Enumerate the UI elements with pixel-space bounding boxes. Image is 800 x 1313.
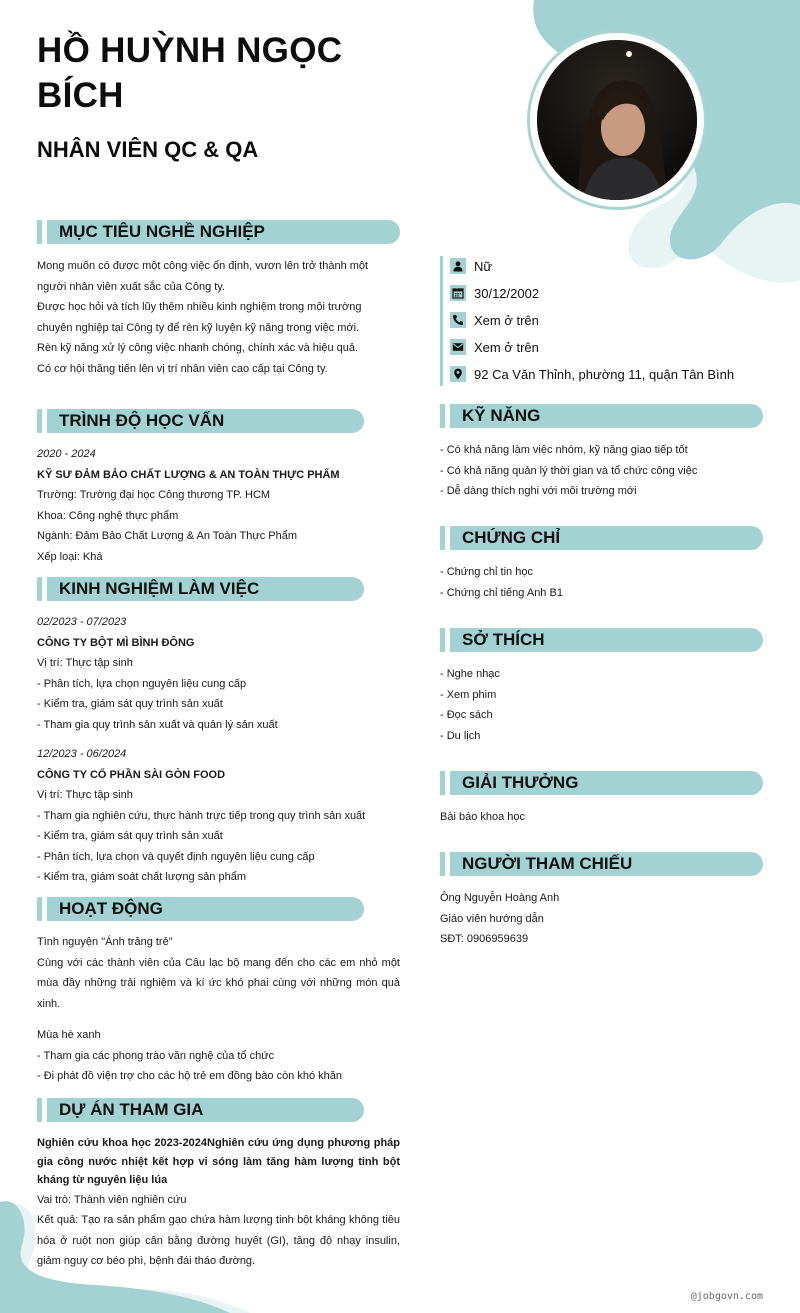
section-hobbies-header [440,628,763,652]
project-result: Kết quả: Tạo ra sản phẩm gạo chứa hàm lượng tinh bột kháng không tiêu hóa ở ruột non giúp cân bằng đường huyết (GI), tăng độ nhạy insulin, giảm nguy cơ béo phì, bệnh đái tháo đường. [37,1214,400,1267]
section-activities-header [37,897,364,921]
references-content [440,888,763,950]
job-position: Vị trí: Thực tập sinh [37,789,133,801]
gender-value: Nữ [474,258,493,274]
job-company: CÔNG TY BỘT MÌ BÌNH ĐÔNG [37,636,195,649]
birthday-value: 30/12/2002 [474,285,540,301]
phone-icon [450,312,466,328]
candidate-name: HỒ HUỲNH NGỌC BÍCH [37,31,343,115]
section-experience-header [37,577,364,601]
education-content [37,444,400,567]
calendar-icon [450,285,466,301]
skills-list [440,440,763,502]
hobbies-list [440,664,763,746]
footer-watermark: @jobgovn.com [690,1291,763,1302]
phone-value: Xem ở trên [474,312,539,328]
section-projects-title: DỰ ÁN THAM GIA [47,1098,364,1122]
award-item: Bài báo khoa học [440,811,526,823]
certificates-list [440,562,763,603]
section-skills-header [440,404,763,428]
job-task: - Phân tích, lựa chọn và quyết định nguyên liệu cung cấp [37,850,315,863]
section-awards-title: GIẢI THƯỞNG [450,771,763,795]
hobby-item: - Xem phim [440,688,497,701]
reference-name: Ông Nguyễn Hoàng Anh [440,892,560,904]
activity-2 [37,1025,400,1087]
activity-name: Tình nguyện "Ánh trăng trẻ" [37,936,173,948]
section-certificates-title: CHỨNG CHỈ [450,526,763,550]
experience-job-2 [37,744,400,888]
activity-1 [37,932,400,1014]
address-value: 92 Ca Văn Thỉnh, phường 11, quận Tân Bình [474,366,735,382]
reference-phone: SĐT: 0906959639 [440,933,529,945]
job-period: 12/2023 - 06/2024 [37,748,127,760]
job-position: Vị trí: Thực tập sinh [37,657,133,669]
candidate-role: NHÂN VIÊN QC & QA [37,137,259,162]
section-awards-header [440,771,763,795]
section-references-header [440,852,763,876]
job-task: - Kiểm tra, giám sát quy trình sản xuất [37,698,223,710]
section-activities-title: HOẠT ĐỘNG [47,897,364,921]
experience-job-1 [37,612,400,735]
contact-email [450,337,539,357]
education-period: 2020 - 2024 [37,448,96,460]
objective-line: Mong muốn có được một công việc ổn định, vươn lên trở thành một người nhân viên xuất sắc của Công ty. [37,260,369,293]
person-icon [450,258,466,274]
activity-item: - Đi phát đồ viện trợ cho các hộ trẻ em đồng bào còn khó khăn [37,1070,343,1082]
education-school: Trường: Trường đại học Công thương TP. HCM [37,489,271,501]
job-task: - Kiểm tra, giám soát chất lượng sản phẩm [37,871,246,883]
certificate-item: - Chứng chỉ tiếng Anh B1 [440,586,563,599]
contact-gender [450,256,492,276]
section-objective-title: MỤC TIÊU NGHỀ NGHIỆP [47,220,400,244]
location-pin-icon [450,366,466,382]
education-faculty: Khoa: Công nghệ thực phẩm [37,509,179,522]
section-hobbies-title: SỞ THÍCH [450,628,763,652]
activity-name: Mùa hè xanh [37,1029,101,1041]
avatar-frame [527,30,707,210]
certificate-item: - Chứng chỉ tin học [440,566,533,578]
skill-item: - Dễ dàng thích nghi với môi trường mới [440,485,637,497]
education-degree: KỸ SƯ ĐẢM BẢO CHẤT LƯỢNG & AN TOÀN THỰC PHẨM [37,468,340,481]
section-experience-title: KINH NGHIỆM LÀM VIỆC [47,577,364,601]
objective-line: Được học hỏi và tích lũy thêm nhiều kinh nghiệm trong môi trường chuyên nghiệp tại Công ty để rèn kỹ luyện kỹ năng trong việc mới. Rèn kỹ năng xử lý công việc nhanh chóng, chính xác và hiệu quả. [37,301,362,354]
skill-item: - Có khả năng quản lý thời gian và tổ chức công việc [440,464,698,477]
objective-line: Có cơ hội thăng tiến lên vị trí nhân viên cao cấp tại Công ty. [37,362,328,375]
job-task: - Tham gia nghiên cứu, thực hành trực tiếp trong quy trình sản xuất [37,809,366,822]
project-role: Vai trò: Thành viên nghiên cứu [37,1193,187,1206]
section-references-title: NGƯỜI THAM CHIẾU [450,852,763,876]
reference-position: Giáo viên hướng dẫn [440,912,544,925]
section-education-title: TRÌNH ĐỘ HỌC VẤN [47,409,364,433]
job-company: CÔNG TY CỔ PHẦN SÀI GÒN FOOD [37,768,226,781]
objective-content [37,256,377,379]
job-period: 02/2023 - 07/2023 [37,616,127,628]
avatar [537,40,697,200]
job-task: - Tham gia quy trình sản xuất và quản lý sản xuất [37,718,278,731]
awards-list [440,807,763,828]
contact-birthday [450,283,539,303]
job-task: - Phân tích, lựa chọn nguyên liệu cung cấp [37,677,247,690]
skill-item: - Có khả năng làm việc nhóm, kỹ năng giao tiếp tốt [440,444,688,456]
activity-item: - Tham gia các phong trào văn nghệ của tổ chức [37,1049,275,1062]
envelope-icon [450,339,466,355]
section-objective-header [37,220,400,244]
job-task: - Kiểm tra, giám sát quy trình sản xuất [37,830,223,842]
project-content [37,1134,400,1272]
project-name: Nghiên cứu khoa học 2023-2024Nghiên cứu ứng dụng phương pháp gia công nước nhiệt kết hợp vi sóng làm tăng hàm lượng tinh bột kháng từ nguyên liệu lúa [37,1137,400,1186]
hobby-item: - Nghe nhạc [440,668,500,680]
education-major: Ngành: Đảm Bảo Chất Lượng & An Toàn Thực Phẩm [37,530,298,542]
section-education-header [37,409,364,433]
section-projects-header [37,1098,364,1122]
activity-description: Cùng với các thành viên của Câu lạc bộ mang đến cho các em nhỏ một mùa đầy những trải nghiệm và kí ức khó phai cùng với những món quà xinh. [37,956,400,1010]
contact-phone [450,310,539,330]
hobby-item: - Du lịch [440,729,481,742]
education-grade: Xếp loại: Khá [37,550,103,563]
section-certificates-header [440,526,763,550]
section-skills-title: KỸ NĂNG [450,404,763,428]
hobby-item: - Đọc sách [440,709,493,721]
contact-divider [440,256,443,386]
contact-address [450,364,734,384]
email-value: Xem ở trên [474,339,539,355]
